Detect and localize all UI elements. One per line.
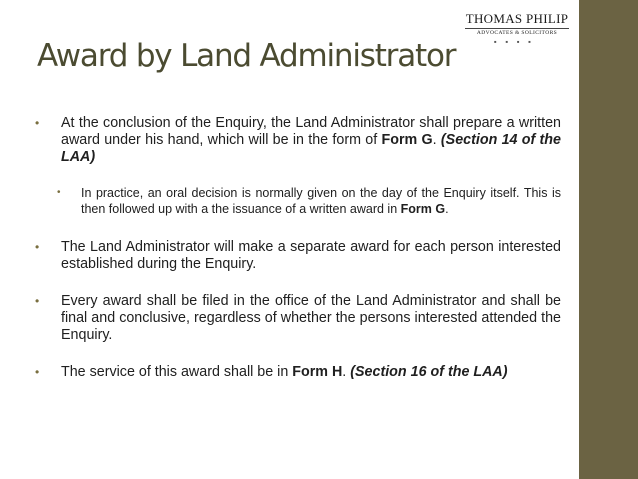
bullet-text: The Land Administrator will make a separate award for each person interested established during the Enquiry.: [61, 239, 561, 272]
bullet-icon: •: [35, 116, 40, 130]
bullet-text: At the conclusion of the Enquiry, the Land Administrator shall prepare a written award under his hand, which will be in the form of: [61, 115, 561, 148]
slide-content: [35, 115, 561, 381]
slide-title: Award by Land Administrator: [37, 38, 456, 74]
bullet-text: Every award shall be filed in the office of the Land Administrator and shall be final and conclusive, regardless of whether the persons interested attended the Enquiry.: [61, 293, 561, 343]
bullet-separator: .: [342, 364, 351, 380]
form-h-ref: Form H: [292, 364, 343, 380]
logo-name: THOMAS PHILIP: [465, 11, 569, 26]
logo-dots: ■■■■: [494, 39, 540, 44]
bullet-separator: .: [432, 132, 441, 148]
bullet-text: The service of this award shall be in: [61, 364, 293, 380]
form-g-ref: Form G: [400, 202, 446, 216]
logo-divider: [465, 28, 569, 29]
side-accent-bar: [579, 0, 638, 479]
section-ref: (Section 16 of the LAA): [350, 364, 508, 380]
bullet-service-form-h: [35, 364, 561, 381]
bullet-award-filed: [35, 293, 561, 344]
bullet-icon: •: [35, 365, 40, 379]
bullet-separate-award: [35, 239, 561, 273]
sub-bullet-icon: •: [57, 187, 61, 198]
bullet-icon: •: [35, 294, 40, 308]
bullet-icon: •: [35, 240, 40, 254]
section-ref: (Section 14 of the LAA): [61, 132, 561, 165]
sub-bullet-end: .: [445, 202, 449, 216]
firm-logo: [455, 8, 579, 48]
sub-bullet-text: In practice, an oral decision is normally given on the day of the Enquiry itself. This is then followed up with a the issuance of a written award in: [81, 186, 561, 216]
logo-subtitle: ADVOCATES & SOLICITORS: [476, 30, 558, 36]
form-g-ref: Form G: [381, 132, 433, 148]
sub-bullet-oral-decision: [57, 185, 561, 217]
bullet-enquiry-award: [35, 115, 561, 166]
